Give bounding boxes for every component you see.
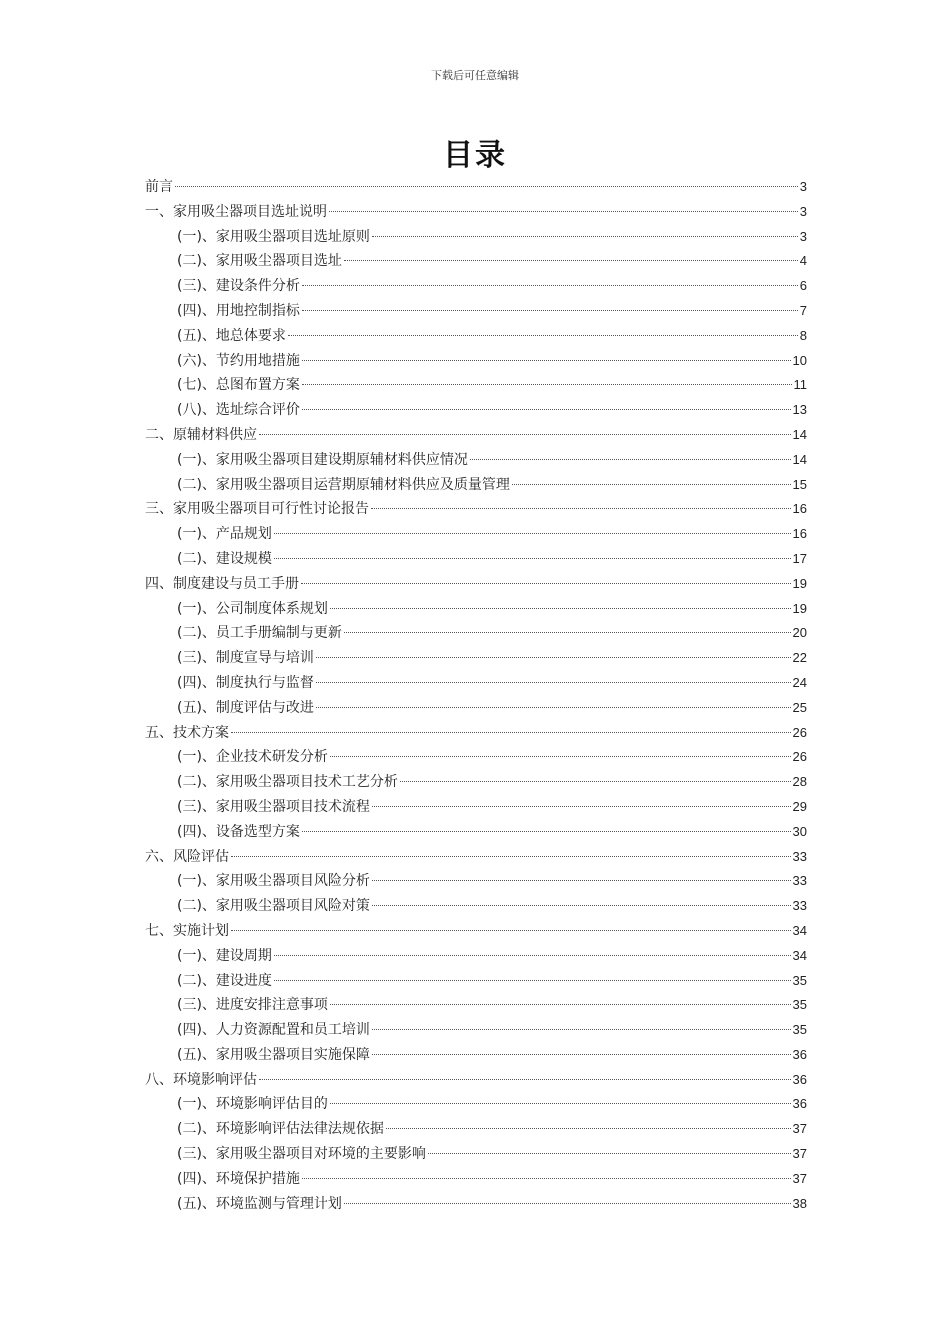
toc-entry[interactable]: [145, 894, 807, 919]
toc-entry[interactable]: [145, 1142, 807, 1167]
toc-dot-leader: [372, 1029, 791, 1030]
toc-entry[interactable]: [145, 597, 807, 622]
toc-entry-text: 前言: [145, 179, 173, 195]
toc-title: 目录: [443, 138, 507, 173]
toc-entry-page-number: 3: [799, 179, 807, 194]
toc-entry-page-number: 11: [793, 377, 807, 393]
toc-entry-page-number: 36: [792, 1096, 807, 1112]
toc-entry[interactable]: [145, 1068, 807, 1093]
toc-entry-text: (二)、员工手册编制与更新: [177, 625, 342, 642]
toc-entry-page-number: 3: [799, 203, 807, 219]
toc-entry-text: (二)、环境影响评估法律法规依据: [177, 1121, 384, 1138]
toc-entry-text: (四)、环境保护措施: [177, 1170, 300, 1187]
toc-entry-page-number: 37: [792, 1146, 807, 1162]
toc-entry-page-number: 13: [792, 402, 807, 418]
toc-entry[interactable]: [145, 745, 807, 770]
toc-entry-text: 五、技术方案: [145, 724, 229, 741]
toc-dot-leader: [302, 310, 798, 311]
toc-dot-leader: [316, 682, 791, 683]
toc-entry-page-number: 38: [792, 1195, 807, 1211]
toc-entry-text: (一)、产品规划: [177, 526, 272, 543]
toc-entry-text: (四)、设备选型方案: [177, 823, 300, 840]
toc-entry[interactable]: [145, 646, 807, 671]
toc-entry-text: 八、环境影响评估: [145, 1071, 257, 1088]
toc-dot-leader: [330, 608, 791, 609]
toc-entry-text: (五)、环境监测与管理计划: [177, 1195, 342, 1212]
toc-entry-page-number: 8: [799, 327, 807, 343]
toc-dot-leader: [371, 508, 791, 509]
toc-entry[interactable]: [145, 944, 807, 969]
toc-entry-text: (二)、家用吸尘器项目风险对策: [177, 898, 370, 915]
toc-dot-leader: [175, 186, 798, 187]
toc-entry-page-number: 19: [792, 600, 807, 616]
toc-dot-leader: [329, 211, 798, 212]
toc-entry-text: (三)、建设条件分析: [177, 278, 300, 295]
toc-entry-page-number: 10: [792, 352, 807, 368]
toc-entry-page-number: 7: [799, 302, 807, 318]
toc-entry-text: (五)、制度评估与改进: [177, 699, 314, 716]
toc-entry-text: (四)、用地控制指标: [177, 302, 300, 319]
toc-entry-text: (一)、家用吸尘器项目建设期原辅材料供应情况: [177, 451, 468, 468]
toc-dot-leader: [316, 657, 791, 658]
toc-entry-page-number: 3: [799, 228, 807, 244]
toc-entry[interactable]: [145, 721, 807, 746]
toc-entry-text: 二、原辅材料供应: [145, 426, 257, 443]
toc-entry[interactable]: [145, 845, 807, 870]
toc-entry[interactable]: [145, 324, 807, 349]
toc-dot-leader: [344, 632, 791, 633]
toc-dot-leader: [428, 1153, 791, 1154]
toc-dot-leader: [316, 707, 791, 708]
toc-entry-text: (一)、企业技术研发分析: [177, 749, 328, 766]
toc-entry-page-number: 14: [792, 451, 807, 467]
toc-dot-leader: [512, 484, 791, 485]
toc-entry-page-number: 20: [792, 625, 807, 641]
toc-entry-text: (八)、选址综合评价: [177, 402, 300, 419]
toc-dot-leader: [302, 831, 791, 832]
toc-entry-text: 七、实施计划: [145, 922, 229, 939]
toc-entry[interactable]: [145, 1092, 807, 1117]
toc-entry[interactable]: [145, 820, 807, 845]
toc-entry-text: (三)、进度安排注意事项: [177, 997, 328, 1014]
toc-entry-page-number: 34: [792, 922, 807, 938]
toc-entry[interactable]: [145, 621, 807, 646]
toc-dot-leader: [288, 335, 798, 336]
toc-entry-text: (一)、建设周期: [177, 947, 272, 964]
toc-dot-leader: [259, 1079, 791, 1080]
toc-entry-page-number: 35: [792, 997, 807, 1013]
toc-entry[interactable]: [145, 448, 807, 473]
toc-entry[interactable]: [145, 969, 807, 994]
toc-entry-text: (二)、建设规模: [177, 550, 272, 567]
toc-entry-text: 四、制度建设与员工手册: [145, 575, 299, 592]
toc-entry-page-number: 29: [792, 798, 807, 814]
toc-dot-leader: [330, 756, 791, 757]
toc-entry-page-number: 28: [792, 774, 807, 790]
toc-entry-text: (二)、建设进度: [177, 972, 272, 989]
toc-dot-leader: [330, 1103, 791, 1104]
toc-entry-page-number: 37: [792, 1170, 807, 1186]
table-of-contents: [145, 175, 807, 1216]
toc-entry-page-number: 26: [792, 749, 807, 765]
toc-entry[interactable]: [145, 572, 807, 597]
toc-entry-page-number: 33: [792, 848, 807, 864]
toc-dot-leader: [274, 533, 791, 534]
toc-entry-text: (四)、人力资源配置和员工培训: [177, 1022, 370, 1039]
toc-entry-text: (七)、总图布置方案: [177, 377, 300, 394]
toc-entry-text: 三、家用吸尘器项目可行性讨论报告: [145, 501, 369, 518]
toc-dot-leader: [274, 558, 791, 559]
toc-entry-page-number: 24: [792, 674, 807, 690]
toc-dot-leader: [372, 236, 798, 237]
toc-entry[interactable]: [145, 225, 807, 250]
toc-entry-page-number: 22: [792, 650, 807, 666]
toc-dot-leader: [259, 434, 791, 435]
toc-dot-leader: [344, 1203, 791, 1204]
toc-entry[interactable]: [145, 373, 807, 398]
toc-dot-leader: [274, 955, 791, 956]
toc-entry[interactable]: [145, 547, 807, 572]
toc-dot-leader: [344, 260, 798, 261]
toc-entry-text: (二)、家用吸尘器项目运营期原辅材料供应及质量管理: [177, 476, 510, 493]
toc-entry[interactable]: [145, 993, 807, 1018]
toc-dot-leader: [372, 806, 791, 807]
toc-entry-page-number: 33: [792, 873, 807, 889]
toc-entry-text: (三)、家用吸尘器项目技术流程: [177, 798, 370, 815]
toc-entry-text: (一)、公司制度体系规划: [177, 600, 328, 617]
toc-entry-page-number: 26: [792, 724, 807, 740]
toc-entry[interactable]: [145, 770, 807, 795]
toc-entry-page-number: 16: [792, 501, 807, 517]
toc-entry-page-number: 15: [792, 476, 807, 492]
toc-entry-page-number: 25: [792, 699, 807, 715]
toc-entry-text: (二)、家用吸尘器项目选址: [177, 253, 342, 270]
toc-entry-page-number: 36: [792, 1071, 807, 1087]
toc-entry-page-number: 6: [799, 278, 807, 294]
toc-entry-text: (六)、节约用地措施: [177, 352, 300, 369]
toc-entry[interactable]: [145, 175, 807, 200]
toc-entry[interactable]: [145, 919, 807, 944]
toc-dot-leader: [302, 1178, 791, 1179]
toc-entry-text: (二)、家用吸尘器项目技术工艺分析: [177, 774, 398, 791]
toc-entry[interactable]: [145, 200, 807, 225]
toc-dot-leader: [372, 905, 791, 906]
toc-dot-leader: [400, 781, 791, 782]
toc-dot-leader: [330, 1004, 791, 1005]
toc-entry-page-number: 33: [792, 898, 807, 914]
toc-entry[interactable]: [145, 1117, 807, 1142]
toc-dot-leader: [274, 980, 791, 981]
toc-entry-page-number: 14: [792, 426, 807, 442]
toc-entry-page-number: 4: [799, 253, 807, 269]
toc-entry-page-number: 34: [792, 947, 807, 963]
toc-entry-page-number: 30: [792, 823, 807, 839]
toc-entry[interactable]: [145, 299, 807, 324]
toc-entry-text: (五)、家用吸尘器项目实施保障: [177, 1046, 370, 1063]
toc-entry-page-number: 37: [792, 1121, 807, 1137]
toc-dot-leader: [372, 880, 791, 881]
toc-dot-leader: [231, 930, 791, 931]
toc-entry[interactable]: [145, 1192, 807, 1217]
toc-entry-page-number: 35: [792, 972, 807, 988]
toc-entry-text: (五)、地总体要求: [177, 327, 286, 344]
toc-entry[interactable]: [145, 274, 807, 299]
toc-dot-leader: [386, 1128, 791, 1129]
toc-entry-text: (一)、家用吸尘器项目选址原则: [177, 228, 370, 245]
toc-dot-leader: [470, 459, 791, 460]
toc-entry[interactable]: [145, 497, 807, 522]
toc-entry[interactable]: [145, 696, 807, 721]
toc-dot-leader: [302, 409, 791, 410]
toc-entry-text: (一)、环境影响评估目的: [177, 1096, 328, 1113]
toc-entry[interactable]: [145, 249, 807, 274]
toc-dot-leader: [302, 360, 791, 361]
toc-entry-text: 六、风险评估: [145, 848, 229, 865]
toc-entry-text: (三)、制度宣导与培训: [177, 650, 314, 667]
toc-entry[interactable]: [145, 795, 807, 820]
toc-entry-text: (三)、家用吸尘器项目对环境的主要影响: [177, 1146, 426, 1163]
toc-entry[interactable]: [145, 522, 807, 547]
toc-entry[interactable]: [145, 398, 807, 423]
toc-entry[interactable]: [145, 423, 807, 448]
toc-entry[interactable]: [145, 869, 807, 894]
toc-dot-leader: [231, 856, 791, 857]
page-header-note: 下载后可任意编辑: [431, 69, 519, 82]
toc-dot-leader: [231, 732, 791, 733]
toc-entry-text: (一)、家用吸尘器项目风险分析: [177, 873, 370, 890]
toc-dot-leader: [302, 384, 792, 385]
toc-entry-text: (四)、制度执行与监督: [177, 674, 314, 691]
toc-entry-text: 一、家用吸尘器项目选址说明: [145, 203, 327, 220]
toc-entry-page-number: 36: [792, 1046, 807, 1062]
toc-dot-leader: [301, 583, 791, 584]
toc-entry-page-number: 19: [792, 575, 807, 591]
toc-entry[interactable]: [145, 671, 807, 696]
toc-entry-page-number: 35: [792, 1022, 807, 1038]
toc-entry[interactable]: [145, 1018, 807, 1043]
toc-dot-leader: [372, 1054, 791, 1055]
toc-entry[interactable]: [145, 473, 807, 498]
toc-dot-leader: [302, 285, 798, 286]
toc-entry-page-number: 16: [792, 526, 807, 542]
toc-entry[interactable]: [145, 1043, 807, 1068]
toc-entry-page-number: 17: [792, 550, 807, 566]
toc-entry[interactable]: [145, 1167, 807, 1192]
toc-entry[interactable]: [145, 349, 807, 374]
